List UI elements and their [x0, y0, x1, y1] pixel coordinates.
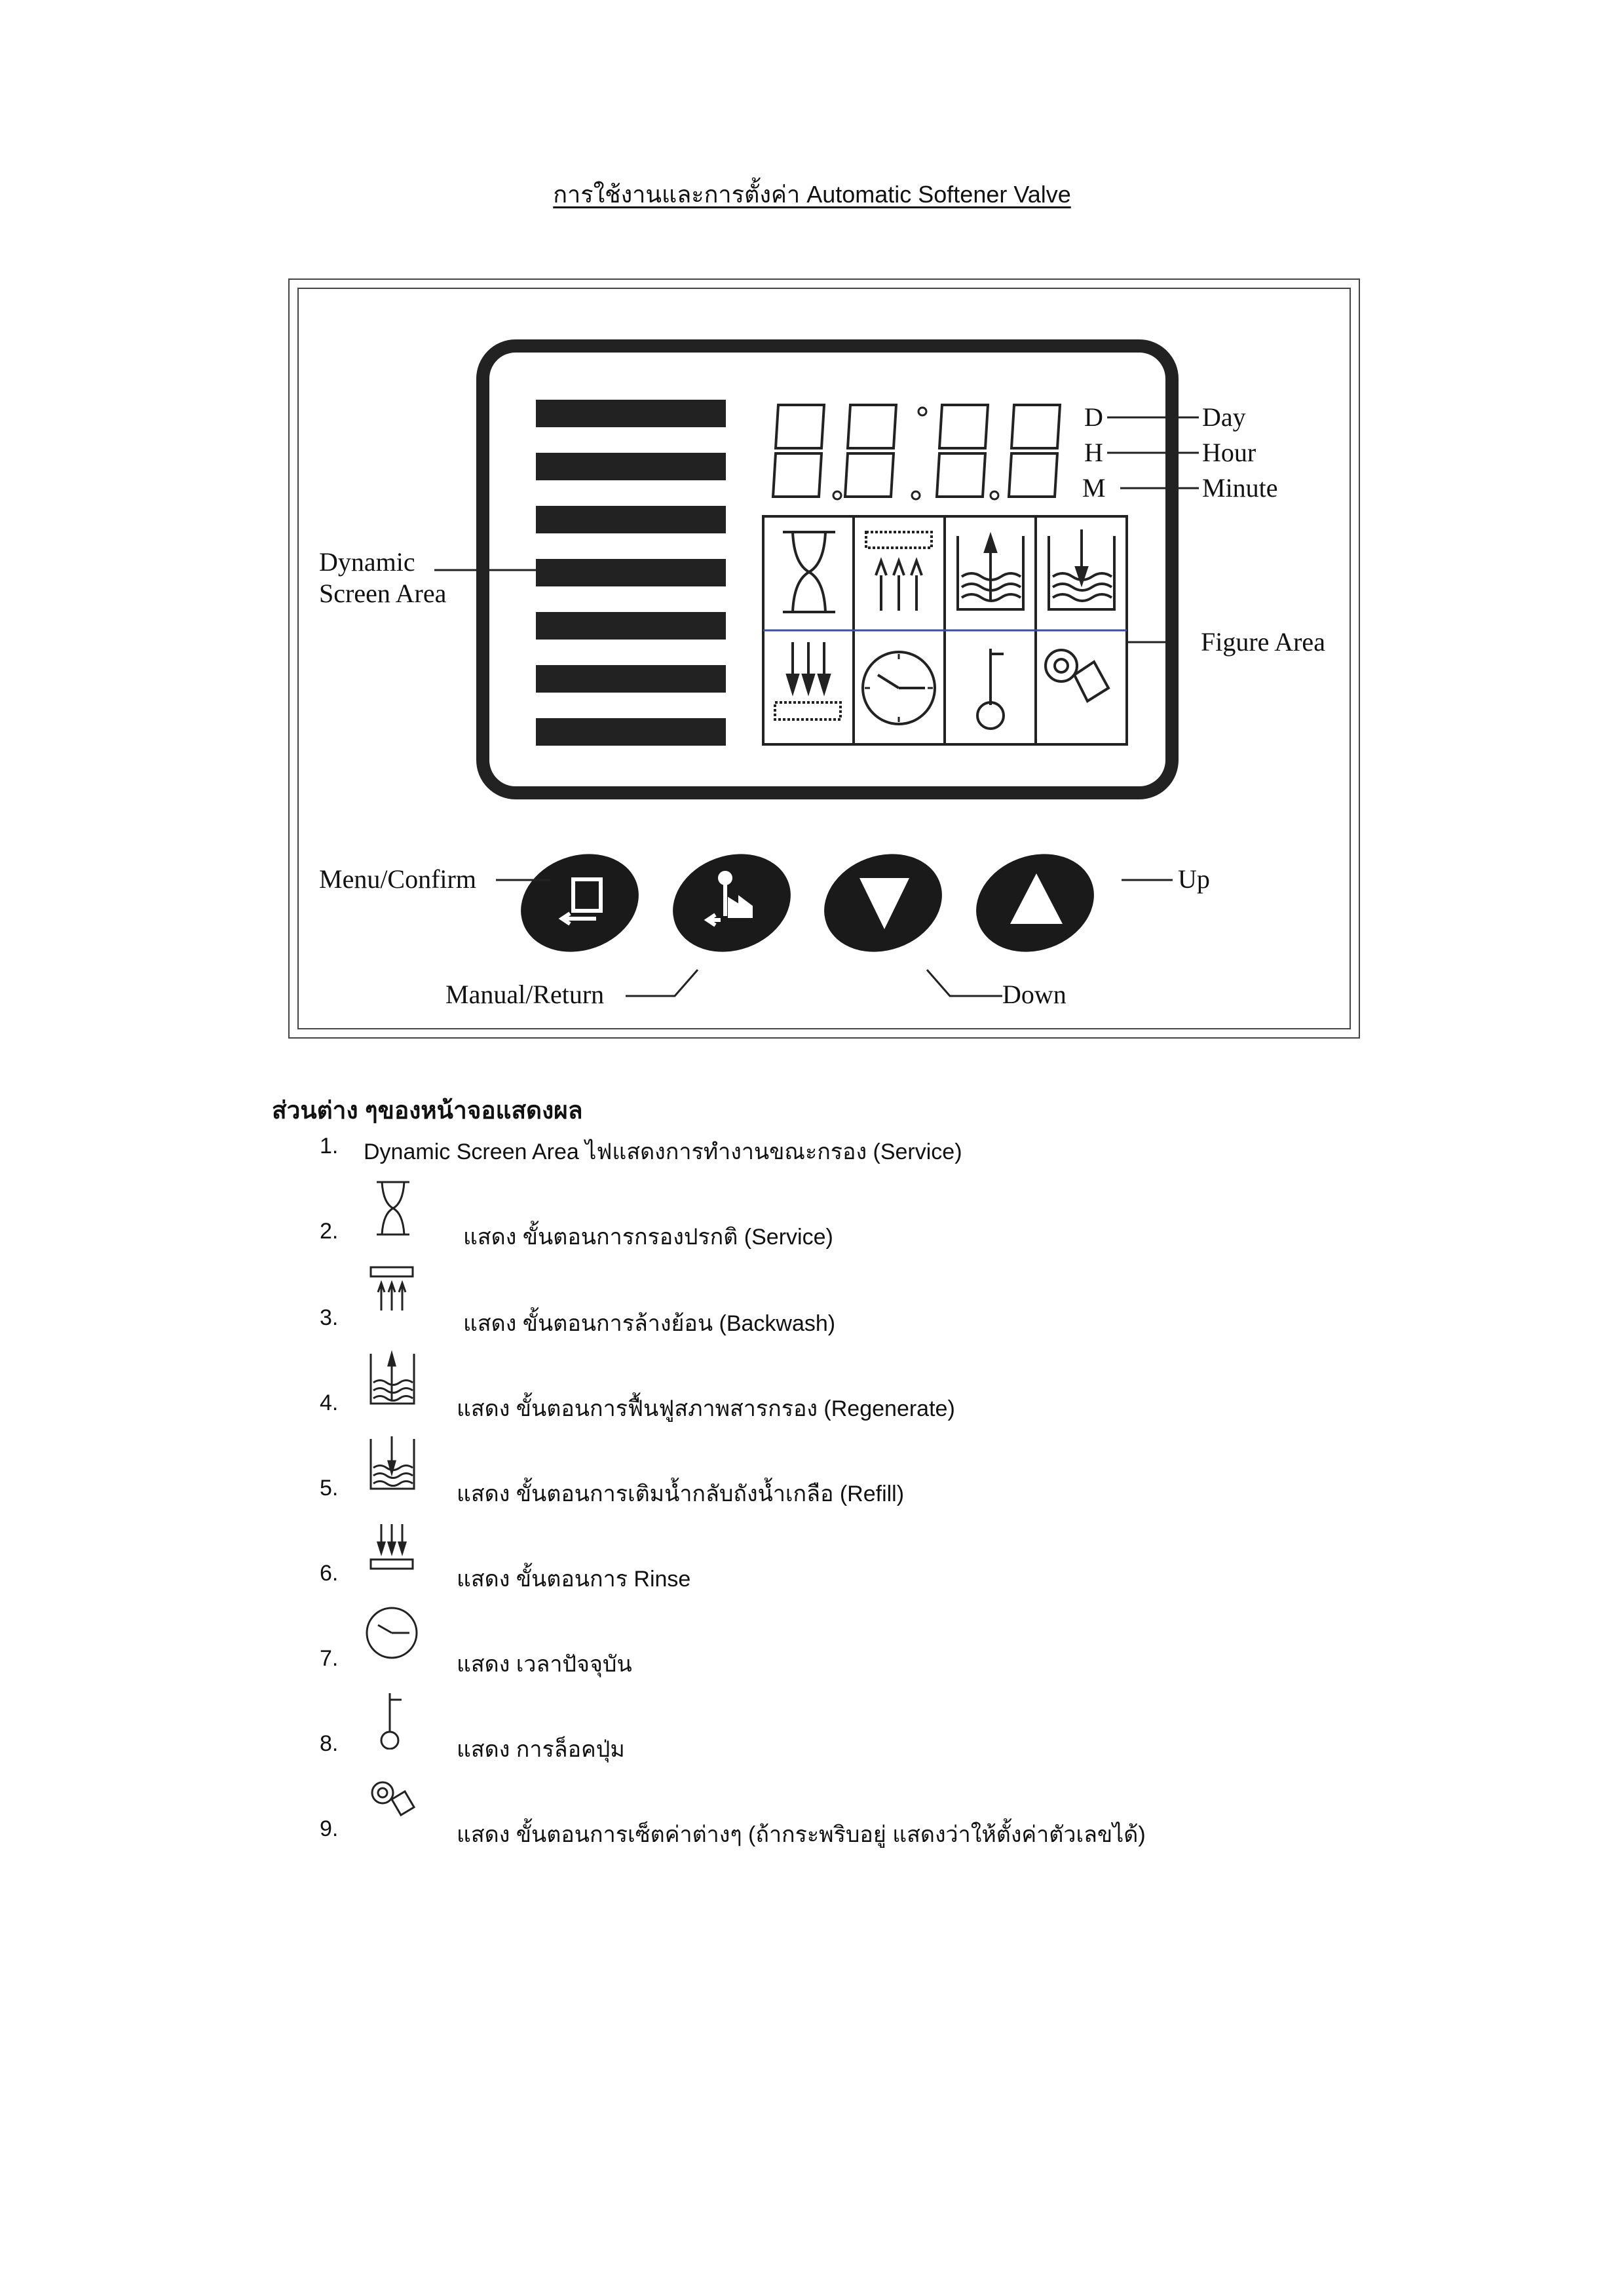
item-number: 4. — [320, 1390, 339, 1415]
hourglass-icon — [370, 1179, 416, 1238]
manual-return-label: Manual/Return — [445, 980, 605, 1009]
rinse-arrows-icon — [367, 1520, 419, 1573]
item-number: 7. — [320, 1646, 339, 1671]
refill-tank-icon — [367, 1435, 419, 1494]
down-label: Down — [1002, 980, 1067, 1009]
unit-letter-minute: M — [1082, 473, 1106, 503]
item-text: แสดง ขั้นตอนการล้างย้อน (Backwash) — [463, 1311, 836, 1336]
refill-tank-icon — [1049, 529, 1114, 609]
dynamic-screen-label-line1: Dynamic — [319, 547, 415, 577]
rinse-arrows-icon — [775, 642, 840, 719]
settings-wrench-icon — [1046, 650, 1108, 701]
hourglass-icon — [783, 532, 835, 612]
regenerate-tank-icon — [367, 1350, 419, 1409]
item-number: 9. — [320, 1816, 339, 1841]
item-number: 8. — [320, 1731, 339, 1756]
list-item — [0, 1605, 1624, 1684]
control-panel-diagram — [0, 0, 1624, 1048]
unit-letter-day: D — [1084, 402, 1103, 432]
item-number: 3. — [320, 1305, 339, 1330]
lock-key-icon — [977, 649, 1004, 729]
item-text: Dynamic Screen Area ไฟแสดงการทำงานขณะกรอง (Service) — [364, 1139, 962, 1164]
list-item — [0, 1350, 1624, 1428]
item-number: 5. — [320, 1476, 339, 1501]
dynamic-screen-label-line2: Screen Area — [319, 579, 447, 608]
list-item — [0, 1435, 1624, 1514]
unit-letter-hour: H — [1084, 438, 1103, 467]
figure-area-label: Figure Area — [1201, 627, 1325, 657]
up-label: Up — [1178, 864, 1210, 894]
dynamic-screen-bars — [536, 400, 726, 746]
list-item — [0, 1691, 1624, 1769]
menu-confirm-label: Menu/Confirm — [319, 864, 476, 894]
page-title: การใช้งานและการตั้งค่า Automatic Softener Valve — [553, 181, 1071, 208]
regenerate-tank-icon — [958, 536, 1023, 609]
item-text: แสดง ขั้นตอนการ Rinse — [457, 1567, 691, 1592]
item-text: แสดง ขั้นตอนการกรองปรกติ (Service) — [463, 1225, 833, 1250]
up-button[interactable] — [975, 856, 1095, 950]
item-number: 1. — [320, 1134, 339, 1158]
settings-wrench-icon — [367, 1776, 419, 1822]
clock-icon — [863, 652, 935, 724]
list-item — [0, 1776, 1624, 1854]
section-heading: ส่วนต่าง ๆของหน้าจอแสดงผล — [272, 1097, 583, 1124]
lock-key-icon — [377, 1691, 416, 1750]
backwash-arrows-icon — [367, 1265, 419, 1317]
backwash-arrows-icon — [866, 532, 932, 611]
item-number: 2. — [320, 1219, 339, 1244]
list-item — [0, 1520, 1624, 1599]
item-text: แสดง ขั้นตอนการเซ็ตค่าต่างๆ (ถ้ากระพริบอยู่ แสดงว่าให้ตั้งค่าตัวเลขได้) — [457, 1822, 1146, 1847]
down-button[interactable] — [823, 856, 943, 950]
digit-display — [773, 405, 1060, 499]
unit-label-hour: Hour — [1202, 438, 1256, 467]
item-text: แสดง เวลาปัจจุบัน — [457, 1652, 632, 1677]
unit-label-minute: Minute — [1202, 473, 1278, 503]
item-number: 6. — [320, 1561, 339, 1586]
list-item — [0, 1265, 1624, 1343]
manual-return-button[interactable] — [671, 856, 792, 950]
unit-label-day: Day — [1202, 402, 1246, 432]
list-item — [0, 1179, 1624, 1258]
item-text: แสดง ขั้นตอนการฟื้นฟูสภาพสารกรอง (Regenerate) — [457, 1396, 955, 1421]
item-text: แสดง การล็อคปุ่ม — [457, 1737, 625, 1762]
clock-icon — [362, 1605, 421, 1664]
menu-confirm-button[interactable] — [519, 856, 640, 950]
item-text: แสดง ขั้นตอนการเติมน้ำกลับถังน้ำเกลือ (Refill) — [457, 1482, 905, 1506]
